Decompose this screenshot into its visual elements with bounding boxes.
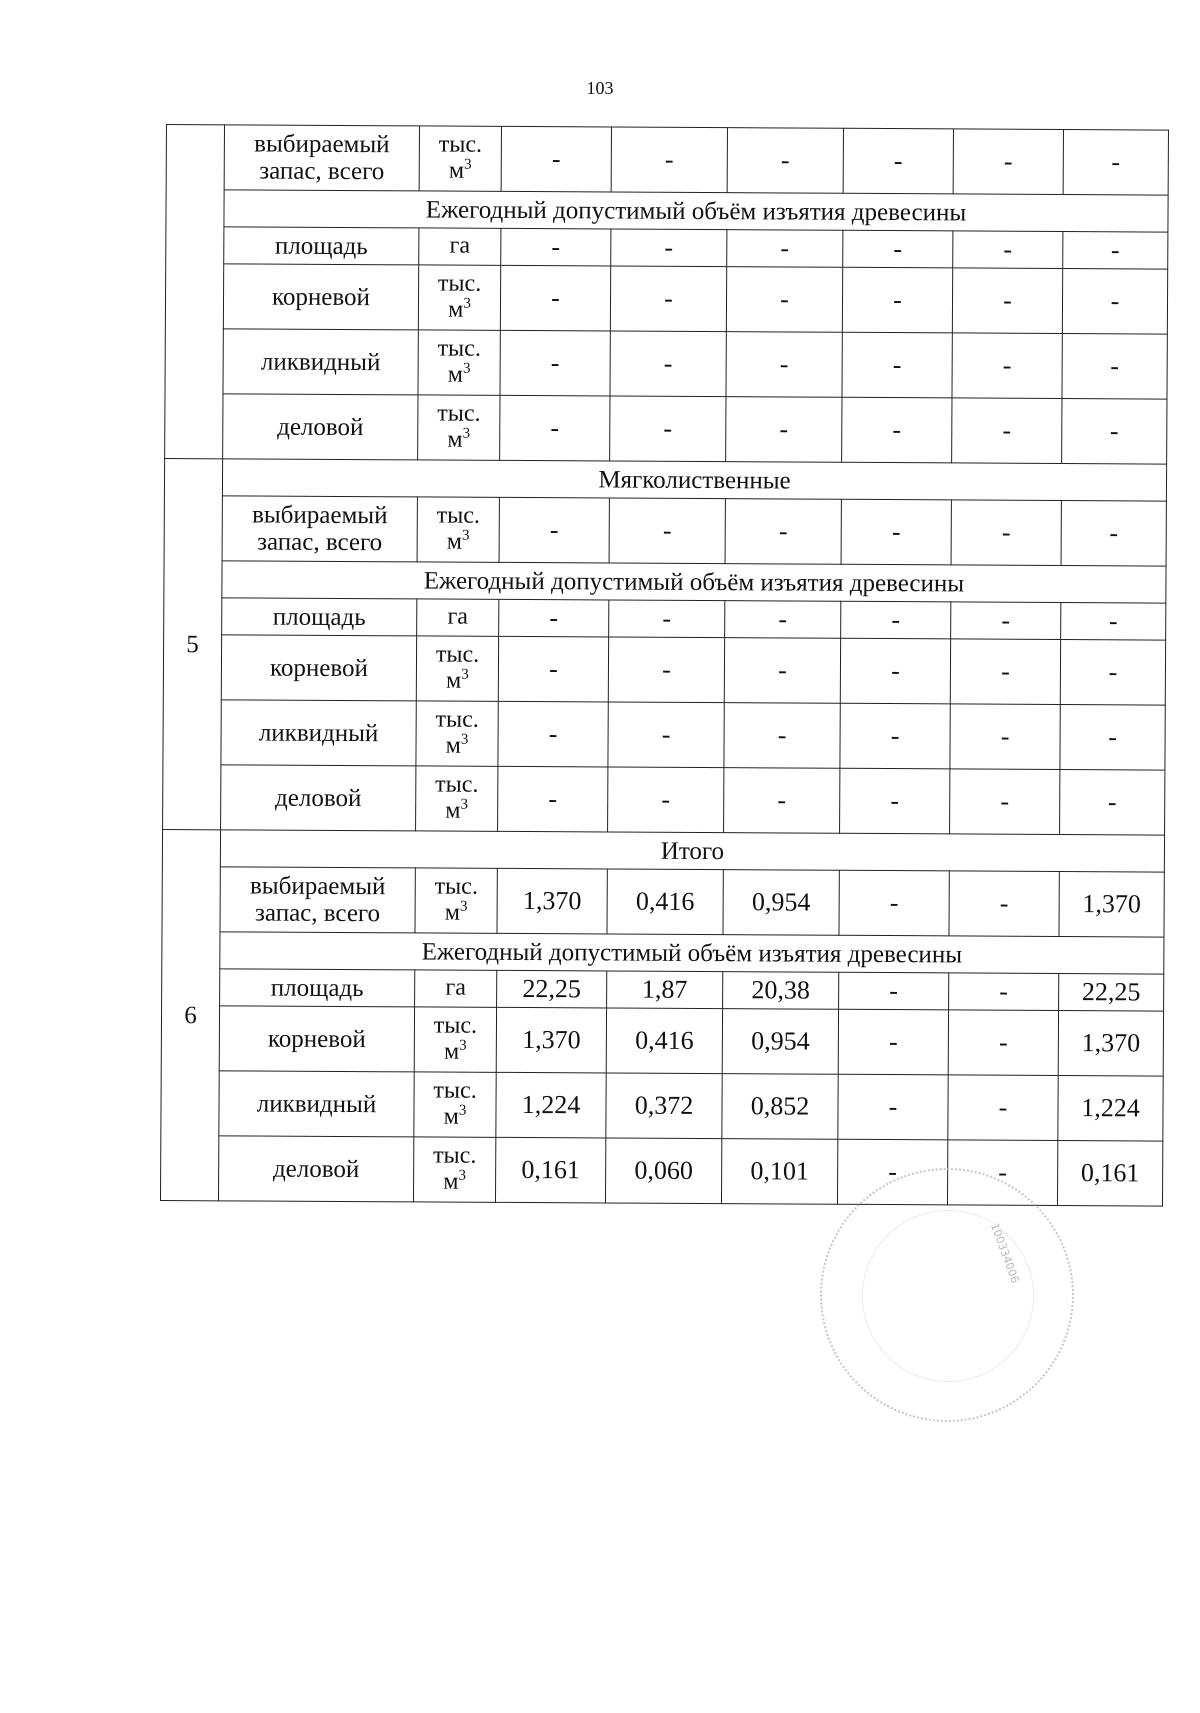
value-cell: - xyxy=(499,497,609,563)
value-cell: - xyxy=(840,703,950,769)
value-cell: - xyxy=(840,638,950,704)
table-row xyxy=(163,699,1165,770)
value-cell: - xyxy=(949,871,1059,937)
value-cell: 0,416 xyxy=(607,869,723,935)
value-cell: - xyxy=(951,602,1061,640)
value-cell: - xyxy=(501,228,611,266)
value-cell: - xyxy=(838,1009,948,1075)
unit-cell: тыс. $м^3$ xyxy=(413,1137,495,1202)
value-cell: - xyxy=(842,267,952,333)
unit-cell: тыс. $м^3$ xyxy=(416,701,498,766)
value-cell: - xyxy=(1063,130,1168,196)
value-cell: - xyxy=(839,972,949,1010)
unit-cell: тыс. $м^3$ xyxy=(418,330,500,395)
table-row xyxy=(164,597,1166,640)
value-cell: 0,161 xyxy=(1057,1140,1162,1206)
value-cell: - xyxy=(498,701,608,767)
value-cell: 0,161 xyxy=(495,1137,605,1203)
value-cell: - xyxy=(842,397,952,463)
unit-cell: га xyxy=(419,228,501,265)
value-cell: - xyxy=(841,499,951,565)
value-cell: - xyxy=(611,229,727,267)
value-cell: - xyxy=(953,129,1063,195)
value-cell: 22,25 xyxy=(497,970,607,1008)
value-cell: - xyxy=(1061,501,1166,567)
value-cell: - xyxy=(500,265,610,331)
value-cell: 0,954 xyxy=(723,870,839,936)
value-cell: - xyxy=(609,498,725,564)
value-cell: - xyxy=(724,638,840,704)
table-row xyxy=(165,393,1167,464)
value-cell: - xyxy=(501,126,611,192)
table-body xyxy=(160,125,1168,1207)
value-cell: 0,852 xyxy=(722,1074,838,1140)
table-row xyxy=(161,1005,1163,1076)
value-cell: - xyxy=(947,1140,1057,1206)
stamp-number: 100334006 xyxy=(987,1221,1022,1285)
value-cell: - xyxy=(724,703,840,769)
value-cell: 0,060 xyxy=(605,1138,721,1204)
value-cell: - xyxy=(950,769,1060,835)
page-number: 103 xyxy=(586,78,614,98)
value-cell: - xyxy=(952,333,1062,399)
value-cell: - xyxy=(952,268,1062,334)
unit-cell: тыс. $м^3$ xyxy=(417,497,499,562)
row-label-area: площадь xyxy=(224,227,419,265)
row-label-stock: выбираемый запас, всего xyxy=(224,125,419,191)
table-row xyxy=(164,495,1166,566)
value-cell: - xyxy=(610,266,726,332)
value-cell: - xyxy=(608,637,724,703)
value-cell: 0,101 xyxy=(721,1139,837,1205)
value-cell: 1,87 xyxy=(607,971,723,1009)
value-cell: - xyxy=(1063,232,1168,270)
table-row xyxy=(165,264,1167,335)
value-cell: - xyxy=(1061,603,1166,641)
row-label-area: площадь xyxy=(220,969,415,1007)
annual-cut-heading: Ежегодный допустимый объём изъятия древесины xyxy=(224,190,1168,232)
value-cell: - xyxy=(838,1074,948,1140)
value-cell: - xyxy=(727,230,843,268)
value-cell: - xyxy=(949,973,1059,1011)
unit-cell: тыс. $м^3$ xyxy=(416,766,498,831)
allowable-cut-table xyxy=(160,124,1169,1207)
unit-cell: га xyxy=(415,970,497,1007)
group-title: Итого xyxy=(220,830,1164,872)
annual-cut-heading: Ежегодный допустимый объём изъятия древесины xyxy=(222,561,1166,603)
value-cell: - xyxy=(839,870,949,936)
value-cell: - xyxy=(1060,770,1165,836)
value-cell: - xyxy=(953,231,1063,269)
value-cell: - xyxy=(840,768,950,834)
table-row xyxy=(166,227,1168,270)
value-cell: - xyxy=(952,398,1062,464)
value-cell: - xyxy=(948,1010,1058,1076)
table-row xyxy=(164,560,1166,603)
table-row xyxy=(161,1070,1163,1141)
value-cell: 1,370 xyxy=(496,1007,606,1073)
row-label-business: деловой xyxy=(218,1136,413,1202)
unit-cell: тыс. $м^3$ xyxy=(416,636,498,701)
value-cell: - xyxy=(1060,705,1165,771)
unit-cell: тыс. $м^3$ xyxy=(415,868,497,933)
table-row xyxy=(162,829,1164,872)
table-row xyxy=(166,190,1168,233)
value-cell: - xyxy=(843,230,953,268)
unit-cell: тыс. $м^3$ xyxy=(418,265,500,330)
value-cell: 1,224 xyxy=(1058,1075,1163,1141)
value-cell: - xyxy=(611,127,727,193)
unit-cell: тыс. $м^3$ xyxy=(418,395,500,460)
value-cell: - xyxy=(726,267,842,333)
value-cell: - xyxy=(726,397,842,463)
value-cell: - xyxy=(498,766,608,832)
value-cell: 0,416 xyxy=(606,1008,722,1074)
table-row xyxy=(163,634,1165,705)
value-cell: - xyxy=(948,1075,1058,1141)
value-cell: - xyxy=(843,128,953,194)
value-cell: - xyxy=(837,1139,947,1205)
value-cell: - xyxy=(500,330,610,396)
value-cell: - xyxy=(1060,640,1165,706)
value-cell: - xyxy=(726,332,842,398)
section-number: 6 xyxy=(160,829,220,1200)
value-cell: - xyxy=(950,639,1060,705)
unit-cell: тыс. $м^3$ xyxy=(419,126,501,191)
value-cell: - xyxy=(724,768,840,834)
value-cell: - xyxy=(608,767,724,833)
value-cell: - xyxy=(1062,399,1167,465)
value-cell: - xyxy=(609,600,725,638)
value-cell: - xyxy=(499,599,609,637)
value-cell: - xyxy=(498,636,608,702)
value-cell: - xyxy=(610,331,726,397)
table-row xyxy=(166,125,1168,196)
table-row xyxy=(165,328,1167,399)
row-label-liquid: ликвидный xyxy=(223,329,418,395)
row-label-business: деловой xyxy=(221,765,416,831)
value-cell: - xyxy=(610,396,726,462)
value-cell: - xyxy=(500,395,610,461)
annual-cut-heading: Ежегодный допустимый объём изъятия древесины xyxy=(220,932,1164,974)
row-label-business: деловой xyxy=(223,394,418,460)
row-label-area: площадь xyxy=(222,598,417,636)
section-number xyxy=(165,125,225,459)
value-cell: - xyxy=(725,499,841,565)
value-cell: - xyxy=(1062,334,1167,400)
value-cell: 1,370 xyxy=(1058,1010,1163,1076)
value-cell: 1,370 xyxy=(497,868,607,934)
unit-cell: тыс. $м^3$ xyxy=(414,1072,496,1137)
value-cell: 0,372 xyxy=(606,1073,722,1139)
value-cell: - xyxy=(842,332,952,398)
row-label-root: корневой xyxy=(221,635,416,701)
value-cell: 22,25 xyxy=(1059,973,1164,1011)
row-label-liquid: ликвидный xyxy=(219,1071,414,1137)
value-cell: - xyxy=(951,500,1061,566)
table-row xyxy=(162,931,1164,974)
table-row xyxy=(164,458,1166,501)
value-cell: - xyxy=(841,601,951,639)
value-cell: 1,224 xyxy=(496,1072,606,1138)
value-cell: - xyxy=(608,702,724,768)
value-cell: - xyxy=(1062,269,1167,335)
table-row xyxy=(162,866,1164,937)
value-cell: 20,38 xyxy=(723,972,839,1010)
row-label-root: корневой xyxy=(219,1006,414,1072)
value-cell: - xyxy=(727,128,843,194)
table-row xyxy=(162,968,1164,1011)
row-label-root: корневой xyxy=(223,264,418,330)
official-stamp xyxy=(820,1168,1074,1422)
value-cell: 0,954 xyxy=(722,1009,838,1075)
value-cell: - xyxy=(725,601,841,639)
table-row xyxy=(163,764,1165,835)
row-label-stock: выбираемый запас, всего xyxy=(222,496,417,562)
row-label-liquid: ликвидный xyxy=(221,700,416,766)
unit-cell: тыс. $м^3$ xyxy=(414,1007,496,1072)
unit-cell: га xyxy=(417,599,499,636)
value-cell: 1,370 xyxy=(1059,872,1164,938)
group-title: Мягколиственные xyxy=(222,459,1166,501)
value-cell: - xyxy=(950,704,1060,770)
section-number: 5 xyxy=(163,458,223,829)
row-label-stock: выбираемый запас, всего xyxy=(220,867,415,933)
